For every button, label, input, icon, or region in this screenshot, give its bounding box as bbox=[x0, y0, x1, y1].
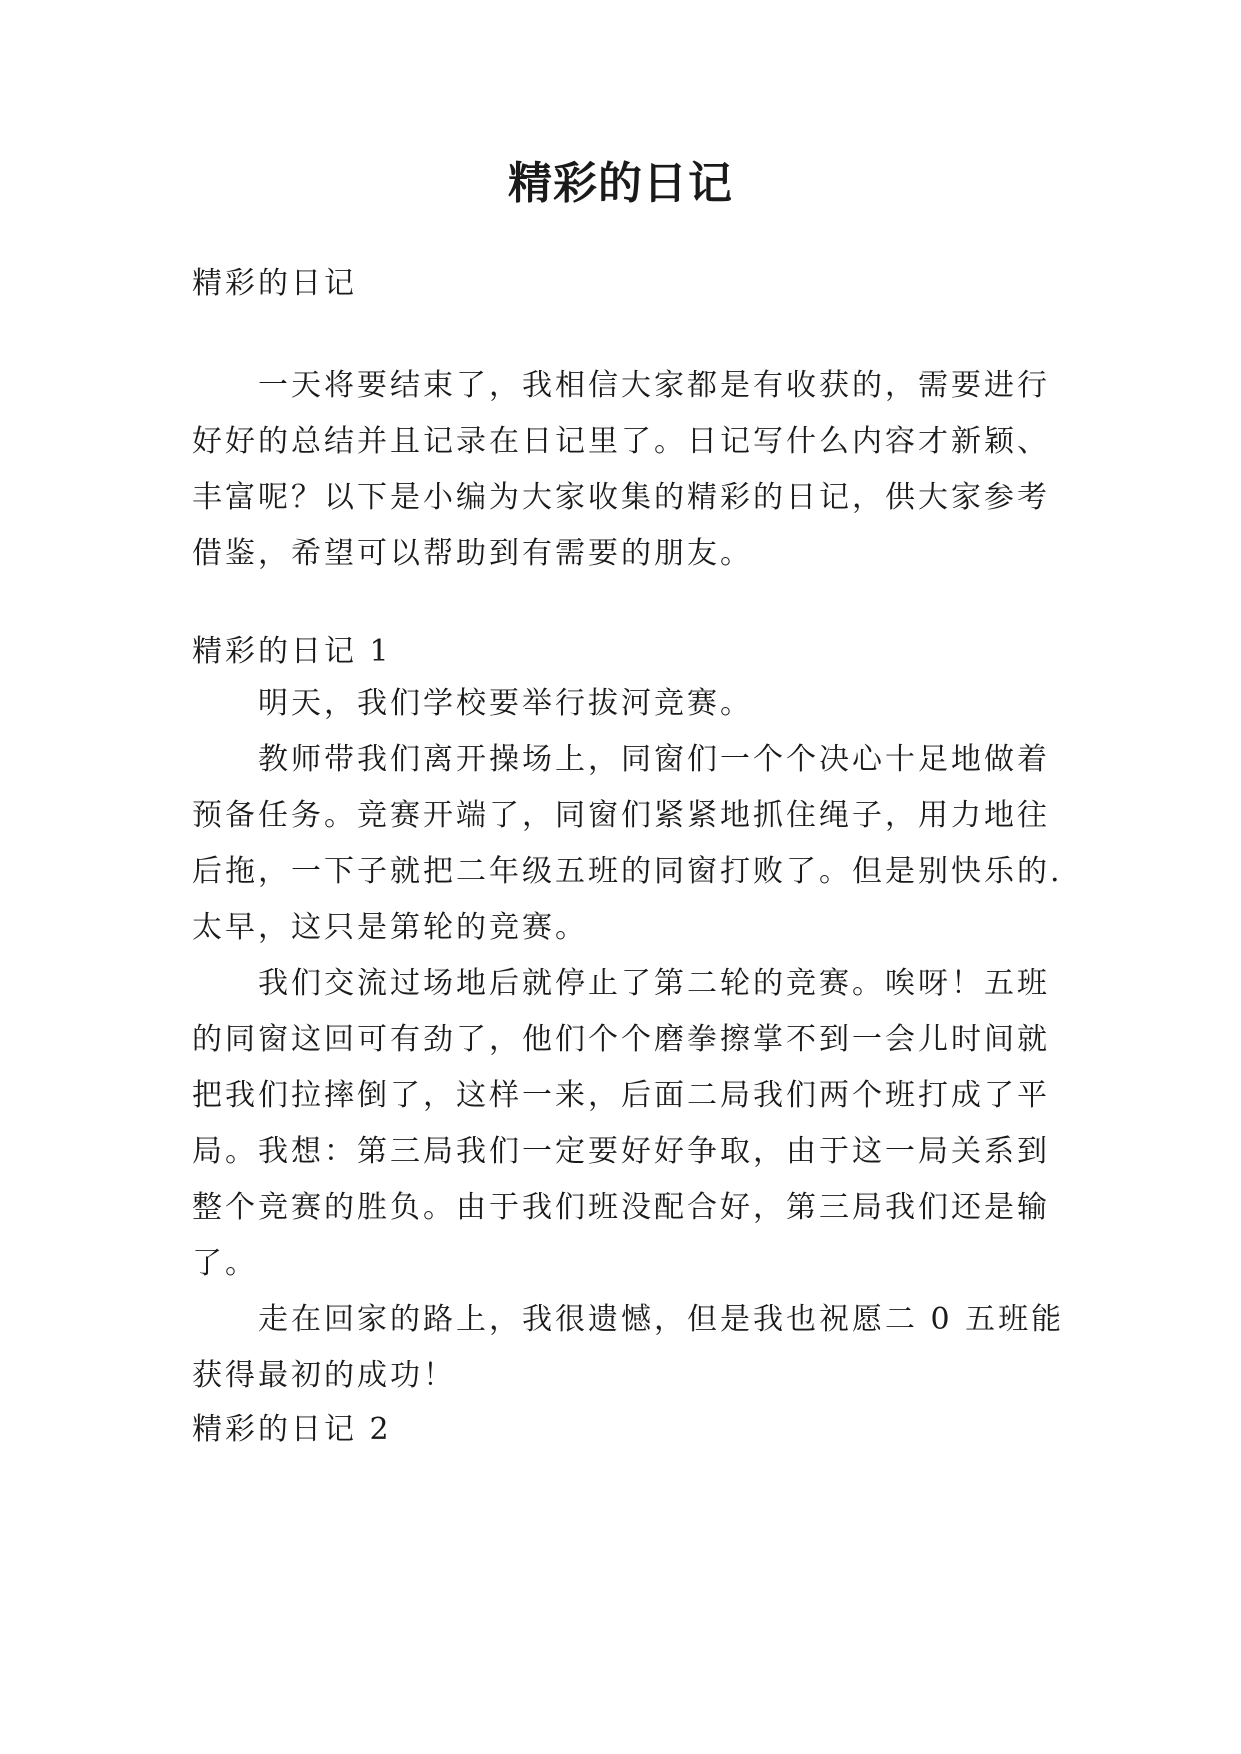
paragraph-line: 了。 bbox=[192, 1246, 258, 1281]
section-heading: 精彩的日记 2 bbox=[192, 1412, 392, 1447]
paragraph-line: 整个竞赛的胜负。由于我们班没配合好，第三局我们还是输 bbox=[192, 1190, 1050, 1225]
paragraph-line: 的同窗这回可有劲了，他们个个磨拳擦掌不到一会儿时间就 bbox=[192, 1022, 1050, 1057]
paragraph-line: 把我们拉摔倒了，这样一来，后面二局我们两个班打成了平 bbox=[192, 1078, 1050, 1113]
subtitle: 精彩的日记 bbox=[192, 266, 357, 301]
paragraph-line: 走在回家的路上，我很遗憾，但是我也祝愿二 0 五班能 bbox=[258, 1302, 1065, 1337]
paragraph-line: 局。我想：第三局我们一定要好好争取，由于这一局关系到 bbox=[192, 1134, 1050, 1169]
paragraph-line: 预备任务。竞赛开端了，同窗们紧紧地抓住绳子，用力地往 bbox=[192, 798, 1050, 833]
document-title: 精彩的日记 bbox=[508, 158, 733, 209]
intro-line: 好好的总结并且记录在日记里了。日记写什么内容才新颖、 bbox=[192, 424, 1050, 459]
intro-line: 一天将要结束了，我相信大家都是有收获的，需要进行 bbox=[258, 368, 1050, 403]
paragraph-line: 我们交流过场地后就停止了第二轮的竞赛。唉呀！五班 bbox=[258, 966, 1050, 1001]
paragraph-line: 后拖，一下子就把二年级五班的同窗打败了。但是别快乐的. bbox=[192, 854, 1063, 889]
paragraph-line: 明天，我们学校要举行拔河竞赛。 bbox=[258, 686, 753, 721]
intro-line: 借鉴，希望可以帮助到有需要的朋友。 bbox=[192, 536, 753, 571]
paragraph-line: 教师带我们离开操场上，同窗们一个个决心十足地做着 bbox=[258, 742, 1050, 777]
paragraph-line: 获得最初的成功！ bbox=[192, 1358, 456, 1393]
section-heading: 精彩的日记 1 bbox=[192, 634, 392, 669]
intro-line: 丰富呢？以下是小编为大家收集的精彩的日记，供大家参考 bbox=[192, 480, 1050, 515]
paragraph-line: 太早，这只是第轮的竞赛。 bbox=[192, 910, 588, 945]
